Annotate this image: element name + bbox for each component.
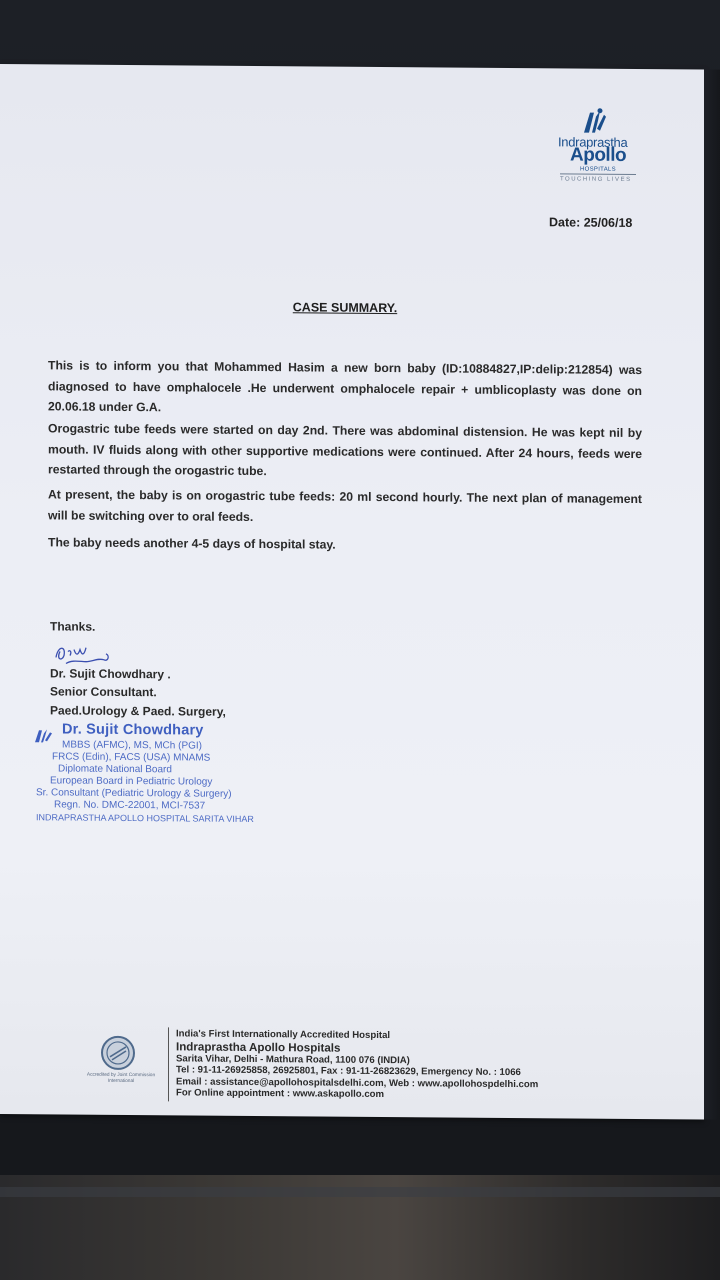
- stamp-line: European Board in Pediatric Urology: [50, 775, 213, 788]
- page-edge-shadow: [704, 70, 720, 1120]
- handwritten-signature: [52, 639, 116, 670]
- closing-text: Thanks.: [50, 619, 96, 634]
- accreditation-seal: [74, 1035, 168, 1096]
- footer-hospital-name: Indraprastha Apollo Hospitals: [176, 1039, 341, 1055]
- stamp-line: Regn. No. DMC-22001, MCI-7537: [54, 799, 206, 812]
- paragraph-present-status: At present, the baby is on orogastric tube feeds: 20 ml second hourly. The next plan of management will be switching over to oral feeds.: [48, 487, 642, 524]
- apollo-logo-icon: [582, 107, 608, 135]
- paragraph-diagnosis: This is to inform you that Mohammed Hasim a new born baby (ID:10884827,IP:delip:212854) was diagnosed to have omphalocele .He underwent omphalocele repair + umblicoplasty was done on 20.06.18 under G.A.: [48, 358, 642, 415]
- footer-email-line: Email : assistance@apollohospitalsdelhi.com, Web : www.apollohospdelhi.com: [176, 1076, 539, 1091]
- footer-address-line: Sarita Vihar, Delhi - Mathura Road, 1100 076 (INDIA): [176, 1052, 410, 1066]
- logo-line-1: Indraprastha: [558, 134, 628, 150]
- hospital-logo: [552, 106, 642, 183]
- signer-name: Dr. Sujit Chowdhary .: [50, 666, 171, 682]
- stamp-line: FRCS (Edin), FACS (USA) MNAMS: [52, 751, 211, 764]
- logo-tagline: TOUCHING LIVES: [560, 176, 632, 183]
- desk-surface: [0, 1175, 720, 1280]
- footer-tagline: India's First Internationally Accredited Hospital: [176, 1028, 391, 1042]
- logo-rule: [560, 173, 636, 175]
- signer-department: Paed.Urology & Paed. Surgery,: [50, 703, 226, 719]
- accreditation-caption: Accredited by Joint Commission International: [86, 1072, 156, 1085]
- stamp-line: MBBS (AFMC), MS, MCh (PGI): [62, 739, 202, 752]
- footer-address: [176, 1028, 538, 1102]
- paragraph-feeding: Orogastric tube feeds were started on day 2nd. There was abdominal distension. He was kept nil by mouth. IV fluids along with other supportive medications were continued. After 24 hours, feeds were restarted through the orogastric tube.: [48, 421, 642, 479]
- stamp-logo-icon: [34, 727, 54, 743]
- stamp-line: Sr. Consultant (Pediatric Urology & Surgery): [36, 787, 232, 800]
- signer-role: Senior Consultant.: [50, 684, 157, 700]
- jci-seal-icon: [100, 1035, 136, 1071]
- stamp-line: INDRAPRASTHA APOLLO HOSPITAL SARITA VIHAR: [36, 812, 254, 824]
- logo-line-3: HOSPITALS: [580, 166, 616, 173]
- document-page: [0, 64, 704, 1120]
- document-title: CASE SUMMARY.: [292, 300, 398, 316]
- footer-phone-line: Tel : 91-11-26925858, 26925801, Fax : 91-11-26823629, Emergency No. : 1066: [176, 1064, 521, 1079]
- paragraph-hospital-stay: The baby needs another 4-5 days of hospital stay.: [48, 535, 336, 552]
- stamp-doctor-name: Dr. Sujit Chowdhary: [62, 721, 204, 739]
- footer-appointment-line: For Online appointment : www.askapollo.com: [176, 1087, 385, 1101]
- logo-line-2: Apollo: [570, 144, 627, 166]
- desk-edge: [0, 1187, 720, 1197]
- document-date: Date: 25/06/18: [549, 215, 633, 230]
- footer-divider: [168, 1027, 169, 1101]
- doctor-stamp: [34, 721, 254, 824]
- stamp-line: Diplomate National Board: [58, 763, 172, 776]
